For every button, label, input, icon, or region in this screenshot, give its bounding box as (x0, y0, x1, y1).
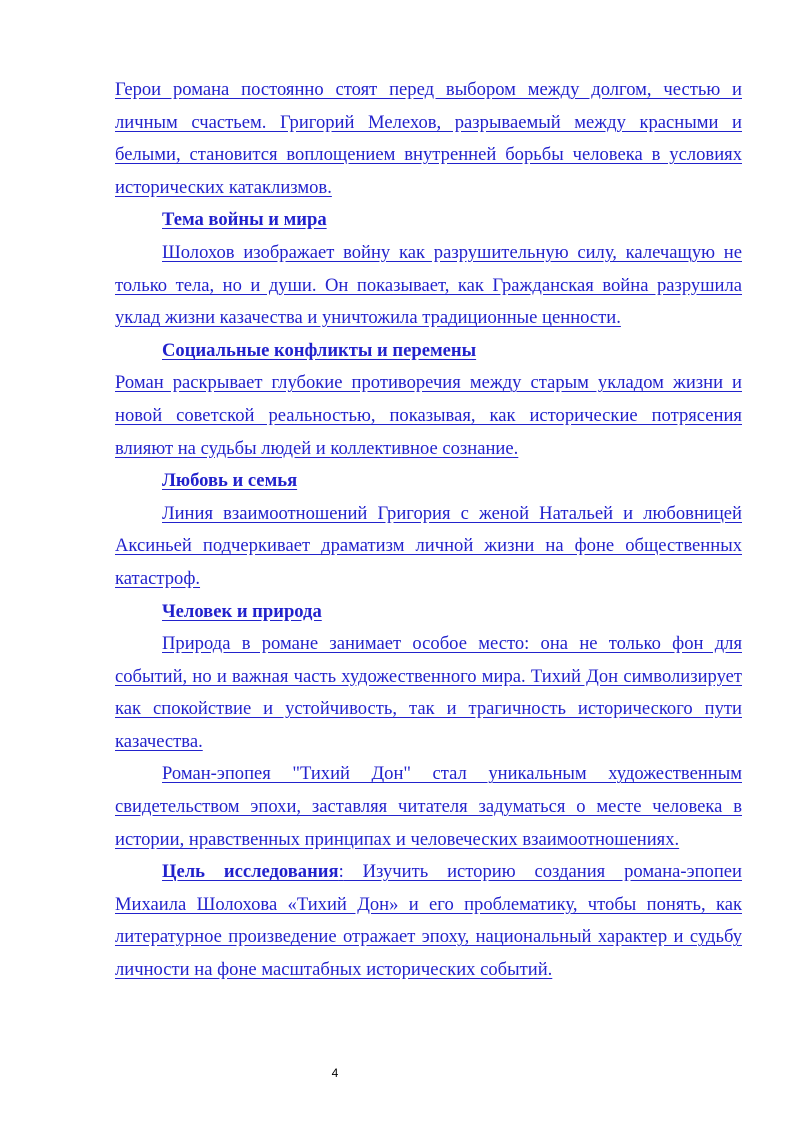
heading-love-and-family: Любовь и семья (162, 470, 298, 492)
paragraph-man-and-nature: Природа в романе занимает особое место: она не только фон для событий, но и важная часть художественного мира. Тихий Дон символизирует как спокойствие и устойчивость, так и трагичность исторического пути казачества. (115, 633, 742, 752)
paragraph-love-and-family: Линия взаимоотношений Григория с женой Натальей и любовницей Аксиньей подчеркивает драматизм личной жизни на фоне общественных катастроф. (115, 502, 742, 589)
paragraph-social-conflicts: Роман раскрывает глубокие противоречия между старым укладом жизни и новой советской реальностью, показывая, как исторические потрясения влияют на судьбы людей и коллективное сознание. (115, 372, 742, 459)
document-page (115, 74, 742, 987)
paragraph-epic-novel: Роман-эпопея "Тихий Дон" стал уникальным художественным свидетельством эпохи, заставляя читателя задуматься о месте человека в истории, нравственных принципах и человеческих взаимоотношениях. (115, 763, 742, 850)
heading-war-and-peace: Тема войны и мира (162, 209, 327, 231)
research-goal-colon: : (338, 861, 344, 883)
heading-man-and-nature: Человек и природа (162, 600, 322, 622)
heading-social-conflicts: Социальные конфликты и перемены (162, 339, 477, 361)
page-number: 4 (331, 1066, 339, 1080)
paragraph-research-goal (115, 856, 742, 986)
paragraph-war-and-peace: Шолохов изображает войну как разрушительную силу, калечащую не только тела, но и души. Он показывает, как Гражданская война разрушила уклад жизни казачества и уничтожила традиционные ценности. (115, 241, 742, 329)
research-goal-label: Цель исследования (162, 861, 339, 883)
research-goal-text: Изучить историю создания романа-эпопеи Михаила Шолохова «Тихий Дон» и его проблематику, чтобы понять, как литературное произведение отражает эпоху, национальный характер и судьбу личности на фоне масштабных исторических событий. (115, 861, 742, 981)
paragraph-heroes-choice: Герои романа постоянно стоят перед выбором между долгом, честью и личным счастьем. Григорий Мелехов, разрываемый между красными и белыми, становится воплощением внутренней борьбы человека в условиях исторических катаклизмов. (115, 79, 742, 198)
